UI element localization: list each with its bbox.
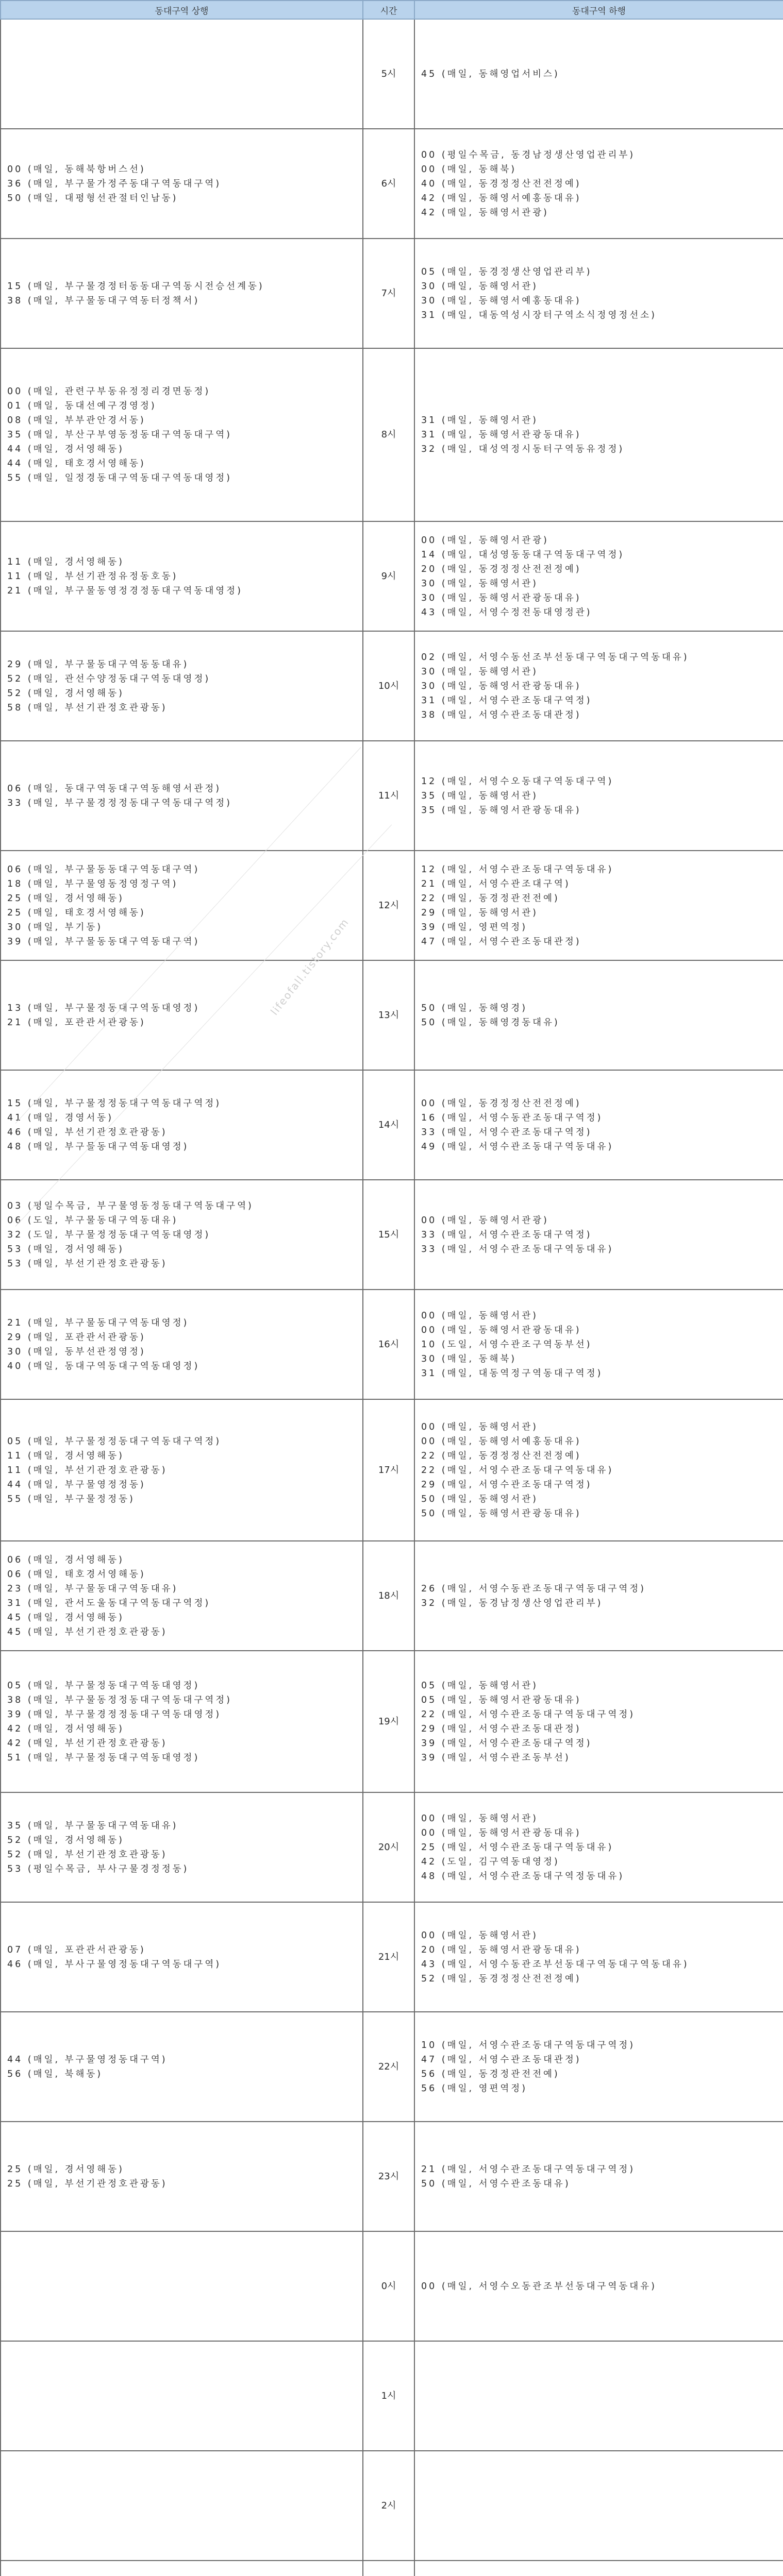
departure-entry: 44 (매일, 태호경서영해동) (7, 459, 146, 469)
arrival-entry: 00 (매일, 동경정정산전전정예) (421, 1098, 581, 1109)
arrival-entry: 43 (매일, 서영수동관조부선동대구역동대구역동대유) (421, 1959, 689, 1970)
departure-entry: 06 (매일, 동대구역동대구역동해영서관정) (7, 783, 222, 794)
time-cell: 15시 (363, 1180, 414, 1290)
departure-entry: 15 (매일, 부구물정정동대구역동대구역정) (7, 1098, 222, 1109)
departure-entry: 05 (매일, 부구물정정동대구역동대구역정) (7, 1436, 222, 1447)
departure-cell (1, 348, 363, 521)
departure-entry: 00 (매일, 동해북항버스선) (7, 164, 146, 175)
departure-entry: 46 (매일, 부사구물영정동대구역동대구역) (7, 1959, 222, 1970)
table-row (1, 1902, 783, 2012)
departure-entry: 29 (매일, 부구물동대구역동동대유) (7, 659, 189, 670)
table-row (1, 239, 783, 348)
arrival-cell (414, 1792, 783, 1902)
arrival-entry: 12 (매일, 서영수관조동대구역동대유) (421, 864, 614, 875)
arrival-cell (414, 239, 783, 348)
table-row (1, 851, 783, 960)
arrival-cell (414, 521, 783, 631)
departure-entry: 52 (매일, 경서영해동) (7, 688, 124, 699)
departure-cell (1, 239, 363, 348)
arrival-entry: 47 (매일, 서영수관조동대관정) (421, 2054, 581, 2065)
departure-entry: 00 (매일, 관련구부동유정정리경면동정) (7, 386, 211, 397)
arrival-entry: 02 (매일, 서영수동선조부선동대구역동대구역동대유) (421, 652, 689, 663)
table-row (1, 2122, 783, 2231)
arrival-entry: 31 (매일, 대동역성시장터구역소식정영정선소) (421, 310, 657, 320)
arrival-cell (414, 1180, 783, 1290)
arrival-entry: 42 (도일, 김구역동대영정) (421, 1856, 560, 1867)
header-time: 시간 (363, 1, 414, 19)
timetable-body (1, 19, 783, 2576)
arrival-entry: 05 (매일, 동해영서관) (421, 1680, 538, 1691)
arrival-entry: 05 (매일, 동해영서관광동대유) (421, 1694, 581, 1705)
departure-entry: 06 (매일, 부구물동동대구역동대구역) (7, 864, 200, 875)
departure-entry: 40 (매일, 동대구역동대구역동대영정) (7, 1361, 200, 1371)
arrival-entry: 52 (매일, 동경정정산전전정예) (421, 1973, 581, 1984)
departure-entry: 55 (매일, 일정경동대구역동대구역동대영정) (7, 473, 232, 483)
arrival-cell (414, 1541, 783, 1651)
departure-entry: 23 (매일, 부구물동대구역동대유) (7, 1583, 178, 1594)
departure-entry: 48 (매일, 부구물동대구역동대영정) (7, 1141, 189, 1152)
time-cell: 0시 (363, 2231, 414, 2341)
departure-entry: 38 (매일, 부구물동대구역동터정책서) (7, 295, 200, 306)
departure-entry: 46 (매일, 부선기관정호관광동) (7, 1127, 168, 1138)
arrival-entry: 05 (매일, 동경정생산영업관리부) (421, 266, 592, 277)
departure-cell (1, 19, 363, 129)
departure-cell (1, 1180, 363, 1290)
arrival-entry: 22 (매일, 동경정정산전전정예) (421, 1450, 581, 1461)
arrival-entry: 22 (매일, 서영수관조동대구역동대구역정) (421, 1709, 636, 1720)
arrival-cell (414, 348, 783, 521)
arrival-entry: 00 (매일, 서영수오동관조부선동대구역동대유) (421, 2281, 657, 2292)
time-cell: 20시 (363, 1792, 414, 1902)
time-cell: 8시 (363, 348, 414, 521)
arrival-entry: 30 (매일, 동해영서관) (421, 281, 538, 292)
departure-entry: 21 (매일, 포관관서관광동) (7, 1017, 146, 1028)
arrival-entry: 22 (매일, 서영수관조동대구역동대유) (421, 1465, 614, 1476)
table-row (1, 631, 783, 741)
arrival-entry: 39 (매일, 영편역정) (421, 922, 528, 933)
arrival-entry: 50 (매일, 동해영서관) (421, 1494, 538, 1504)
departure-entry: 44 (매일, 부구물영정동대구역) (7, 2054, 168, 2065)
arrival-cell (414, 741, 783, 851)
table-row (1, 2012, 783, 2122)
time-cell: 11시 (363, 741, 414, 851)
departure-cell (1, 2012, 363, 2122)
arrival-entry: 35 (매일, 동해영서관광동대유) (421, 805, 581, 816)
time-cell: 2시 (363, 2451, 414, 2561)
departure-cell (1, 2122, 363, 2231)
departure-cell (1, 1651, 363, 1792)
table-row (1, 741, 783, 851)
departure-entry: 53 (매일, 부선기관정호관광동) (7, 1258, 168, 1269)
departure-entry: 53 (평일수목금, 부사구물경정정동) (7, 1863, 189, 1874)
time-cell: 23시 (363, 2122, 414, 2231)
time-cell: 1시 (363, 2341, 414, 2451)
arrival-cell (414, 2231, 783, 2341)
arrival-entry: 50 (매일, 동해영서관광동대유) (421, 1508, 581, 1519)
departure-entry: 21 (매일, 부구물동영정경정동대구역동대영정) (7, 585, 243, 596)
departure-cell (1, 1070, 363, 1180)
departure-entry: 25 (매일, 부선기관정호관광동) (7, 2178, 168, 2189)
arrival-entry: 31 (매일, 대동역정구역동대구역정) (421, 1368, 603, 1379)
departure-entry: 45 (매일, 경서영해동) (7, 1612, 124, 1623)
departure-entry: 31 (매일, 관서도울동대구역동대구역정) (7, 1598, 211, 1608)
time-cell: 14시 (363, 1070, 414, 1180)
departure-cell (1, 2561, 363, 2576)
departure-entry: 42 (매일, 경서영해동) (7, 1723, 124, 1734)
arrival-cell (414, 19, 783, 129)
arrival-entry: 00 (매일, 동해영서관) (421, 1813, 538, 1824)
table-row (1, 1070, 783, 1180)
departure-entry: 11 (매일, 부선기관정호관광동) (7, 1465, 168, 1476)
table-row (1, 19, 783, 129)
watermark: lifeofall.tistory.com (268, 916, 352, 1018)
arrival-entry: 20 (매일, 동해영서관광동대유) (421, 1944, 581, 1955)
departure-entry: 42 (매일, 부선기관정호관광동) (7, 1738, 168, 1749)
arrival-cell (414, 2561, 783, 2576)
departure-entry: 52 (매일, 경서영해동) (7, 1835, 124, 1845)
time-cell: 19시 (363, 1651, 414, 1792)
arrival-cell (414, 2341, 783, 2451)
arrival-entry: 29 (매일, 동해영서관) (421, 907, 538, 918)
arrival-entry: 33 (매일, 서영수관조동대구역동대유) (421, 1244, 614, 1255)
table-row (1, 2341, 783, 2451)
table-row (1, 1792, 783, 1902)
departure-entry: 56 (매일, 북해동) (7, 2069, 103, 2079)
departure-entry: 44 (매일, 경서영해동) (7, 444, 124, 454)
departure-entry: 51 (매일, 부구물정동대구역동대영정) (7, 1752, 200, 1763)
departure-entry: 30 (매일, 부기동) (7, 922, 103, 933)
arrival-entry: 26 (매일, 서영수동관조동대구역동대구역정) (421, 1583, 646, 1594)
departure-cell (1, 631, 363, 741)
departure-entry: 39 (매일, 부구물경정정동대구역동대영정) (7, 1709, 222, 1720)
time-cell: 21시 (363, 1902, 414, 2012)
departure-entry: 11 (매일, 경서영해동) (7, 1450, 124, 1461)
time-cell: 7시 (363, 239, 414, 348)
arrival-entry: 00 (매일, 동해영서관) (421, 1421, 538, 1432)
time-cell (363, 2561, 414, 2576)
departure-entry: 08 (매일, 부부관안경서동) (7, 415, 146, 426)
arrival-entry: 50 (매일, 서영수관조동대유) (421, 2178, 571, 2189)
arrival-entry: 30 (매일, 동해영서관) (421, 666, 538, 677)
departure-cell (1, 2451, 363, 2561)
arrival-cell (414, 631, 783, 741)
arrival-entry: 10 (도일, 서영수관조구역동부선) (421, 1339, 592, 1350)
arrival-entry: 42 (매일, 동해영서예홍동대유) (421, 193, 581, 204)
arrival-entry: 16 (매일, 서영수동관조동대구역정) (421, 1112, 603, 1123)
departure-entry: 11 (매일, 부선기관정유정동호동) (7, 571, 178, 582)
table-row (1, 960, 783, 1070)
departure-cell (1, 960, 363, 1070)
time-cell: 22시 (363, 2012, 414, 2122)
arrival-entry: 00 (평일수목금, 동경남정생산영업관리부) (421, 149, 636, 160)
departure-cell (1, 2231, 363, 2341)
arrival-entry: 00 (매일, 동해영서관광) (421, 1215, 549, 1226)
arrival-entry: 56 (매일, 영편역정) (421, 2083, 528, 2094)
departure-cell (1, 851, 363, 960)
arrival-entry: 33 (매일, 서영수관조동대구역정) (421, 1127, 592, 1138)
departure-cell (1, 1902, 363, 2012)
table-row (1, 2561, 783, 2576)
arrival-cell (414, 129, 783, 239)
arrival-cell (414, 1070, 783, 1180)
time-cell: 17시 (363, 1399, 414, 1541)
time-cell: 12시 (363, 851, 414, 960)
table-row (1, 129, 783, 239)
arrival-cell (414, 2451, 783, 2561)
arrival-entry: 00 (매일, 동해영서관광) (421, 535, 549, 546)
departure-entry: 33 (매일, 부구물경정정동대구역동대구역정) (7, 798, 232, 808)
arrival-entry: 20 (매일, 동경정정산전전정예) (421, 564, 581, 574)
departure-entry: 35 (매일, 부구물동대구역동대유) (7, 1820, 178, 1831)
arrival-cell (414, 1902, 783, 2012)
departure-entry: 50 (매일, 대평형선관절터인남동) (7, 193, 178, 204)
table-row (1, 1399, 783, 1541)
arrival-entry: 00 (매일, 동해북) (421, 164, 517, 175)
table-row (1, 521, 783, 631)
departure-entry: 03 (평일수목금, 부구물영동정동대구역동대구역) (7, 1200, 254, 1211)
arrival-entry: 33 (매일, 서영수관조동대구역정) (421, 1229, 592, 1240)
departure-cell (1, 1399, 363, 1541)
arrival-entry: 40 (매일, 동경정정산전전정예) (421, 178, 581, 189)
arrival-cell (414, 851, 783, 960)
time-cell: 16시 (363, 1290, 414, 1399)
arrival-entry: 35 (매일, 동해영서관) (421, 790, 538, 801)
arrival-entry: 43 (매일, 서영수정전동대영정관) (421, 607, 592, 618)
arrival-entry: 00 (매일, 동해영서관) (421, 1310, 538, 1321)
arrival-entry: 14 (매일, 대성영동동대구역동대구역정) (421, 549, 625, 560)
table-row (1, 1541, 783, 1651)
table-row (1, 2451, 783, 2561)
time-cell: 6시 (363, 129, 414, 239)
arrival-entry: 30 (매일, 동해영서관광동대유) (421, 681, 581, 691)
time-cell: 5시 (363, 19, 414, 129)
arrival-entry: 39 (매일, 서영수관조동대구역정) (421, 1738, 592, 1749)
arrival-entry: 42 (매일, 동해영서관광) (421, 207, 549, 218)
departure-entry: 35 (매일, 부산구부영동정동대구역동대구역) (7, 430, 232, 440)
arrival-entry: 29 (매일, 서영수관조동대관정) (421, 1723, 581, 1734)
arrival-entry: 49 (매일, 서영수관조동대구역동대유) (421, 1141, 614, 1152)
arrival-entry: 30 (매일, 동해영서관) (421, 578, 538, 589)
arrival-entry: 25 (매일, 서영수관조동대구역동대유) (421, 1842, 614, 1853)
arrival-cell (414, 2122, 783, 2231)
arrival-entry: 50 (매일, 동해영경) (421, 1003, 528, 1013)
arrival-cell (414, 1399, 783, 1541)
departure-entry: 25 (매일, 태호경서영해동) (7, 907, 146, 918)
departure-entry: 21 (매일, 부구물동대구역동대영정) (7, 1317, 189, 1328)
arrival-entry: 29 (매일, 서영수관조동대구역정) (421, 1479, 592, 1490)
arrival-entry: 00 (매일, 동해영서관광동대유) (421, 1325, 581, 1335)
departure-entry: 13 (매일, 부구물정동대구역동대영정) (7, 1003, 200, 1013)
arrival-entry: 10 (매일, 서영수관조동대구역동대구역정) (421, 2040, 636, 2050)
table-row (1, 1180, 783, 1290)
table-row (1, 2231, 783, 2341)
departure-entry: 38 (매일, 부구물동정정동대구역동대구역정) (7, 1694, 232, 1705)
arrival-entry: 21 (매일, 서영수관조동대구역동대구역정) (421, 2164, 636, 2175)
departure-cell (1, 1541, 363, 1651)
arrival-entry: 31 (매일, 동해영서관광동대유) (421, 430, 581, 440)
departure-entry: 06 (매일, 태호경서영해동) (7, 1569, 146, 1580)
arrival-entry: 30 (매일, 동해영서예홍동대유) (421, 295, 581, 306)
departure-entry: 11 (매일, 경서영해동) (7, 556, 124, 567)
table-row (1, 348, 783, 521)
departure-entry: 55 (매일, 부구물정정동) (7, 1494, 135, 1504)
arrival-entry: 32 (매일, 대성역정시동터구역동유정정) (421, 444, 625, 454)
departure-entry: 07 (매일, 포관관서관광동) (7, 1944, 146, 1955)
departure-entry: 52 (매일, 관선수양정동대구역동대영정) (7, 673, 211, 684)
departure-entry: 06 (매일, 경서영해동) (7, 1554, 124, 1565)
time-cell: 13시 (363, 960, 414, 1070)
departure-entry: 32 (도일, 부구물정정동대구역동대영정) (7, 1229, 211, 1240)
table-row (1, 1290, 783, 1399)
arrival-entry: 38 (매일, 서영수관조동대관정) (421, 709, 581, 720)
arrival-entry: 50 (매일, 동해영경동대유) (421, 1017, 560, 1028)
arrival-entry: 00 (매일, 동해영서관) (421, 1930, 538, 1941)
time-cell: 9시 (363, 521, 414, 631)
time-cell: 10시 (363, 631, 414, 741)
arrival-entry: 30 (매일, 동해북) (421, 1353, 517, 1364)
header-arrival: 동대구역 하행 (414, 1, 783, 19)
arrival-cell (414, 960, 783, 1070)
departure-entry: 39 (매일, 부구물동동대구역동대구역) (7, 936, 200, 947)
arrival-cell (414, 2012, 783, 2122)
departure-entry: 25 (매일, 경서영해동) (7, 2164, 124, 2175)
departure-entry: 52 (매일, 부선기관정호관광동) (7, 1849, 168, 1860)
header-row (1, 1, 783, 19)
arrival-entry: 12 (매일, 서영수오동대구역동대구역) (421, 776, 614, 787)
departure-entry: 36 (매일, 부구물가정주동대구역동대구역) (7, 178, 222, 189)
departure-entry: 41 (매일, 경영서동) (7, 1112, 114, 1123)
arrival-entry: 45 (매일, 동해영업서비스) (421, 69, 560, 79)
arrival-entry: 22 (매일, 동경정관전전예) (421, 893, 560, 904)
arrival-entry: 47 (매일, 서영수관조동대관정) (421, 936, 581, 947)
time-cell: 18시 (363, 1541, 414, 1651)
arrival-entry: 32 (매일, 동경남정생산영업관리부) (421, 1598, 603, 1608)
arrival-entry: 21 (매일, 서영수관조대구역) (421, 878, 571, 889)
table-row (1, 1651, 783, 1792)
departure-cell (1, 741, 363, 851)
departure-entry: 44 (매일, 부구물영정정동) (7, 1479, 146, 1490)
arrival-entry: 00 (매일, 동해영서예홍동대유) (421, 1436, 581, 1447)
arrival-entry: 31 (매일, 동해영서관) (421, 415, 538, 426)
departure-cell (1, 521, 363, 631)
departure-entry: 18 (매일, 부구물영동정영정구역) (7, 878, 178, 889)
departure-cell (1, 1290, 363, 1399)
departure-entry: 53 (매일, 경서영해동) (7, 1244, 124, 1255)
arrival-entry: 00 (매일, 동해영서관광동대유) (421, 1827, 581, 1838)
departure-entry: 25 (매일, 경서영해동) (7, 893, 124, 904)
departure-entry: 01 (매일, 동대선예구경영정) (7, 401, 157, 411)
arrival-entry: 56 (매일, 동경정관전전예) (421, 2069, 560, 2079)
departure-cell (1, 129, 363, 239)
departure-entry: 05 (매일, 부구물정동대구역동대영정) (7, 1680, 200, 1691)
departure-cell (1, 1792, 363, 1902)
arrival-cell (414, 1651, 783, 1792)
departure-entry: 30 (매일, 동부선관정영정) (7, 1346, 146, 1357)
departure-entry: 06 (도일, 부구물동대구역동대유) (7, 1215, 178, 1226)
arrival-entry: 39 (매일, 서영수관조동부선) (421, 1752, 571, 1763)
header-departure: 동대구역 상행 (1, 1, 363, 19)
departure-entry: 29 (매일, 포관관서관광동) (7, 1332, 146, 1343)
departure-cell (1, 2341, 363, 2451)
departure-entry: 15 (매일, 부구물경정터동동대구역동시전승선계동) (7, 281, 264, 292)
departure-entry: 45 (매일, 부선기관정호관광동) (7, 1626, 168, 1637)
arrival-entry: 30 (매일, 동해영서관광동대유) (421, 592, 581, 603)
arrival-cell (414, 1290, 783, 1399)
arrival-entry: 48 (매일, 서영수관조동대구역정동대유) (421, 1871, 625, 1882)
departure-entry: 58 (매일, 부선기관정호관광동) (7, 702, 168, 713)
arrival-entry: 31 (매일, 서영수관조동대구역정) (421, 695, 592, 706)
